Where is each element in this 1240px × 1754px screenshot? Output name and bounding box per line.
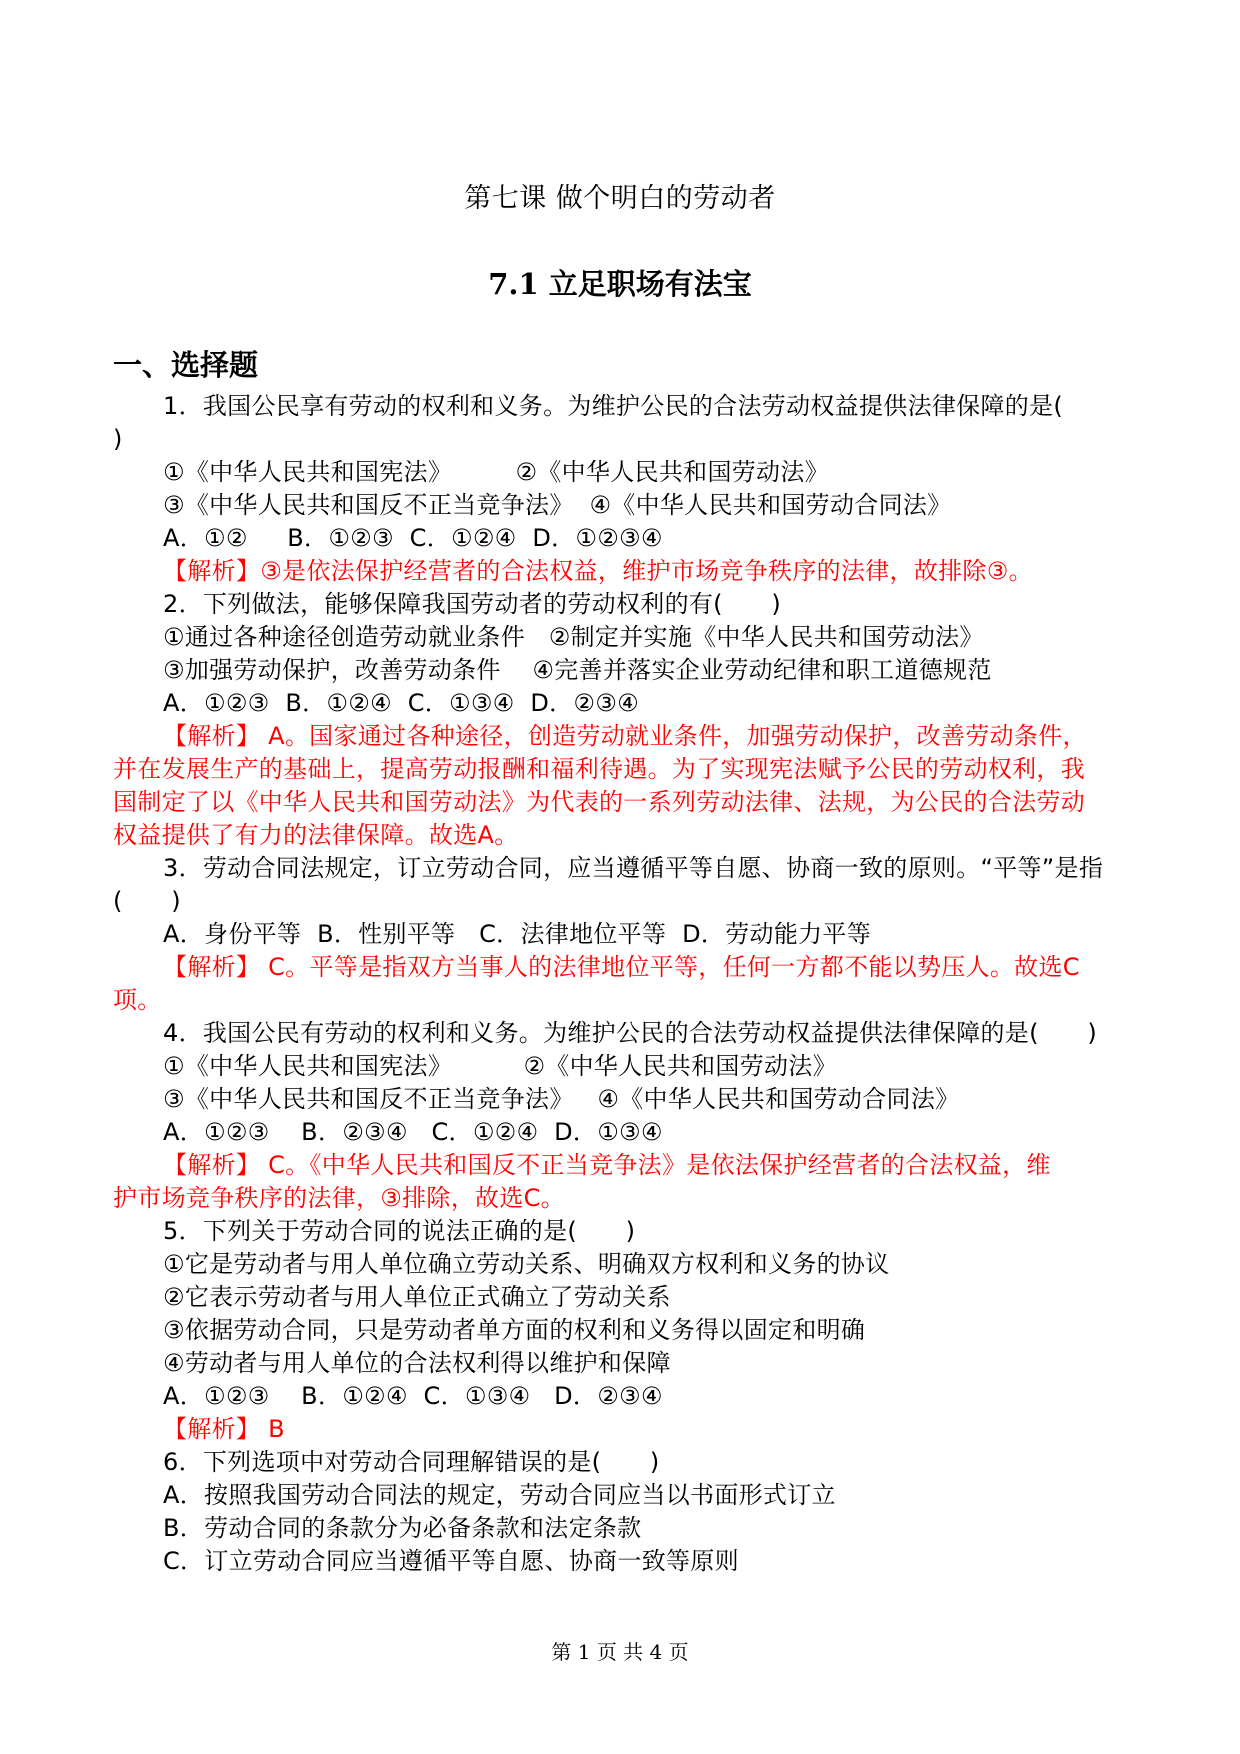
page-footer: 第 1 页 共 4 页	[551, 1640, 689, 1664]
analysis-line: 【解析】 C。平等是指双方当事人的法律地位平等，任何一方都不能以势压人。故选C	[163, 953, 1080, 981]
question-line: A．①②③ B．①②④ C．①③④ D．②③④	[163, 689, 639, 717]
analysis-line: 【解析】 B	[163, 1415, 285, 1443]
question-line: A．①②③ B．①②④ C．①③④ D．②③④	[163, 1382, 663, 1410]
question-line: ( )	[113, 887, 181, 915]
analysis-line: 并在发展生产的基础上，提高劳动报酬和福利待遇。为了实现宪法赋予公民的劳动权利，我	[113, 755, 1085, 783]
question-line: 6．下列选项中对劳动合同理解错误的是( )	[163, 1448, 660, 1476]
question-line: 5．下列关于劳动合同的说法正确的是( )	[163, 1217, 636, 1245]
analysis-line: 【解析】③是依法保护经营者的合法权益，维护市场竞争秩序的法律，故排除③。	[163, 557, 1033, 585]
analysis-line: 【解析】 C。《中华人民共和国反不正当竞争法》是依法保护经营者的合法权益，维	[163, 1151, 1051, 1179]
question-line: 1．我国公民享有劳动的权利和义务。为维护公民的合法劳动权益提供法律保障的是(	[163, 392, 1064, 420]
question-line: ③依据劳动合同，只是劳动者单方面的权利和义务得以固定和明确	[163, 1316, 866, 1344]
analysis-line: 项。	[113, 986, 162, 1014]
question-list	[113, 390, 1153, 1578]
analysis-line: 国制定了以《中华人民共和国劳动法》为代表的一系列劳动法律、法规，为公民的合法劳动	[113, 788, 1085, 816]
question-line: A．身份平等 B．性别平等 C．法律地位平等 D．劳动能力平等	[163, 920, 872, 948]
question-line: )	[113, 425, 123, 453]
question-line: B．劳动合同的条款分为必备条款和法定条款	[163, 1514, 642, 1542]
analysis-line: 护市场竞争秩序的法律，③排除，故选C。	[113, 1184, 565, 1212]
question-line: ①它是劳动者与用人单位确立劳动关系、明确双方权利和义务的协议	[163, 1250, 890, 1278]
question-line: ④劳动者与用人单位的合法权利得以维护和保障	[163, 1349, 671, 1377]
question-line: 2．下列做法，能够保障我国劳动者的劳动权利的有( )	[163, 590, 782, 618]
section-heading: 一、选择题	[113, 348, 259, 382]
question-line: ③《中华人民共和国反不正当竞争法》 ④《中华人民共和国劳动合同法》	[163, 491, 952, 519]
question-line: 4．我国公民有劳动的权利和义务。为维护公民的合法劳动权益提供法律保障的是( )	[163, 1019, 1097, 1047]
question-line: A．①② B．①②③ C．①②④ D．①②③④	[163, 524, 663, 552]
question-line: A．①②③ B．②③④ C．①②④ D．①③④	[163, 1118, 663, 1146]
question-line: 3．劳动合同法规定，订立劳动合同，应当遵循平等自愿、协商一致的原则。“平等”是指	[163, 854, 1104, 882]
question-line: A．按照我国劳动合同法的规定，劳动合同应当以书面形式订立	[163, 1481, 836, 1509]
question-line: ③加强劳动保护，改善劳动条件 ④完善并落实企业劳动纪律和职工道德规范	[163, 656, 992, 684]
question-line: ②它表示劳动者与用人单位正式确立了劳动关系	[163, 1283, 671, 1311]
question-line: ①通过各种途径创造劳动就业条件 ②制定并实施《中华人民共和国劳动法》	[163, 623, 984, 651]
question-line: ③《中华人民共和国反不正当竞争法》 ④《中华人民共和国劳动合同法》	[163, 1085, 960, 1113]
question-line: ①《中华人民共和国宪法》 ②《中华人民共和国劳动法》	[163, 1052, 837, 1080]
lesson-title: 第七课 做个明白的劳动者	[464, 183, 776, 214]
question-line: C．订立劳动合同应当遵循平等自愿、协商一致等原则	[163, 1547, 739, 1575]
analysis-line: 权益提供了有力的法律保障。故选A。	[113, 821, 519, 849]
question-line: ①《中华人民共和国宪法》 ②《中华人民共和国劳动法》	[163, 458, 829, 486]
section-subtitle: 7.1 立足职场有法宝	[488, 267, 752, 301]
analysis-line: 【解析】 A。国家通过各种途径，创造劳动就业条件，加强劳动保护，改善劳动条件，	[163, 722, 1087, 750]
